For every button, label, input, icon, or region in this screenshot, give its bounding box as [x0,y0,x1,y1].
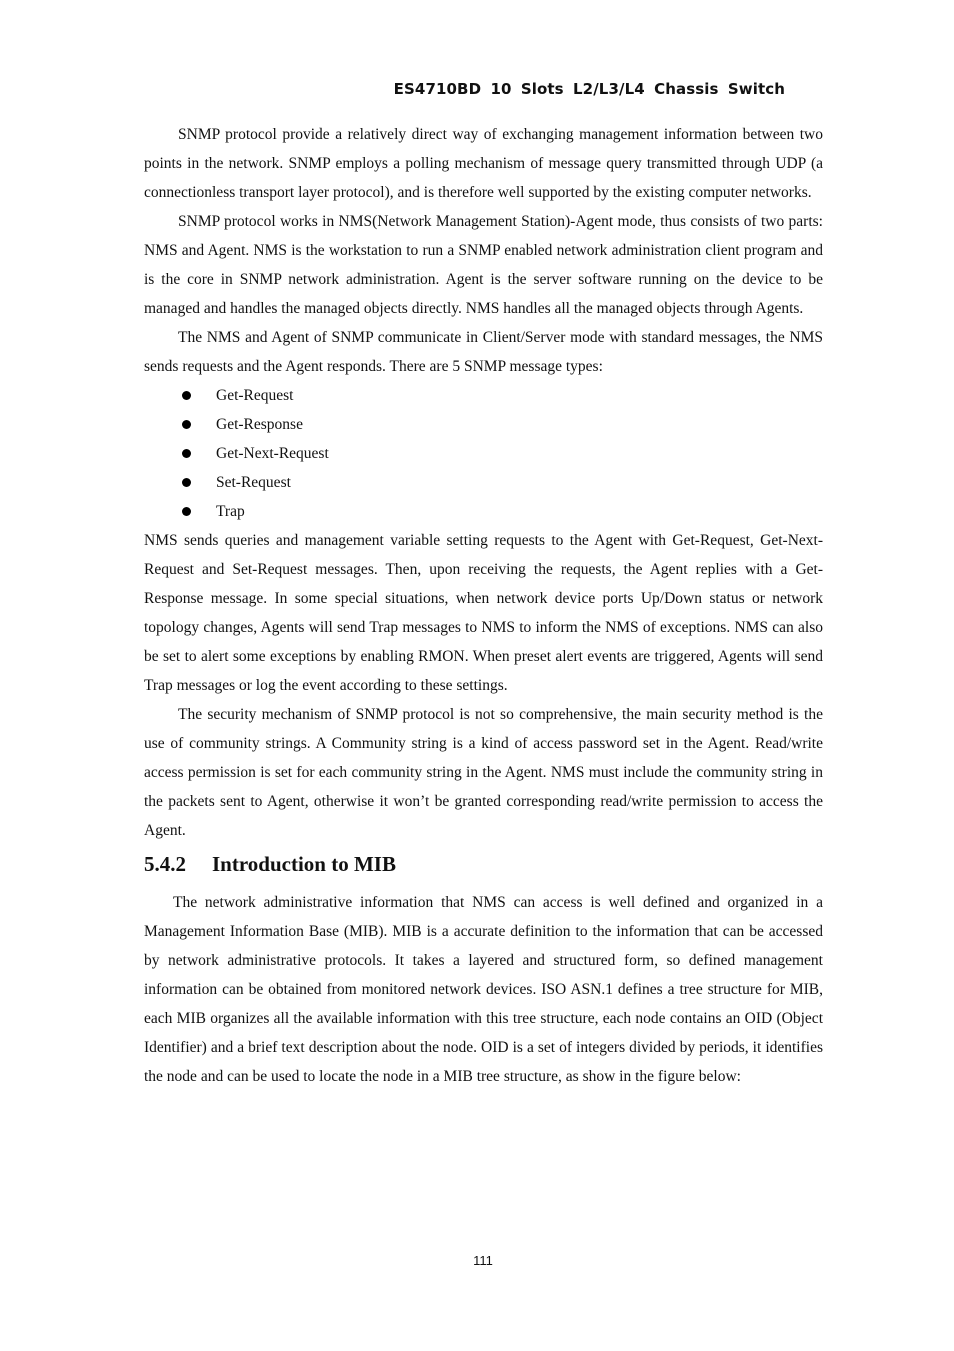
bullet-icon [182,507,191,516]
message-types-list [144,381,823,526]
section-title: Introduction to MIB [212,852,396,876]
section-heading [144,847,823,881]
bullet-icon [182,420,191,429]
bullet-icon [182,478,191,487]
section-number: 5.4.2 [144,852,186,876]
bullet-icon [182,449,191,458]
paragraph-mib-intro: The network administrative information that NMS can access is well defined and organized in a Management Information Base (MIB). MIB is a accurate definition to the information that can be accessed by network administrative protocols. It takes a layered and structured form, so defined management information can be obtained from monitored network devices. ISO ASN.1 defines a tree structure for MIB, each MIB organizes all the available information with this tree structure, each node contains an OID (Object Identifier) and a brief text description about the node. OID is a set of integers divided by periods, it identifies the node and can be used to locate the node in a MIB tree structure, as show in the figure below: [144,894,823,1085]
list-item: Trap [144,497,823,526]
list-item: Get-Response [144,410,823,439]
paragraph-security: The security mechanism of SNMP protocol is not so comprehensive, the main security method is the use of community strings. A Community string is a kind of access password set in the Agent. Read/write access permission is set for each community string in the Agent. NMS must include the community string in the packets sent to Agent, otherwise it won’t be granted corresponding read/write permission to access the Agent. [144,706,823,839]
page-number: 111 [473,1253,493,1268]
paragraph-nms-agent-mode: SNMP protocol works in NMS(Network Management Station)-Agent mode, thus consists of two parts: NMS and Agent. NMS is the workstation to run a SNMP enabled network administration client program and is the core in SNMP network administration. Agent is the server software running on the device to be managed and handles the managed objects directly. NMS handles all the managed objects through Agents. [144,213,823,317]
list-item: Get-Request [144,381,823,410]
list-item: Get-Next-Request [144,439,823,468]
running-header: ES4710BD 10 Slots L2/L3/L4 Chassis Switch [393,80,785,98]
paragraph-message-types-intro: The NMS and Agent of SNMP communicate in Client/Server mode with standard messages, the NMS sends requests and the Agent responds. There are 5 SNMP message types: [144,329,823,375]
paragraph-nms-queries: NMS sends queries and management variable setting requests to the Agent with Get-Request, Get-Next-Request and Set-Request messages. Then, upon receiving the requests, the Agent replies with a Get-Response message. In some special situations, when network device ports Up/Down status or network topology changes, Agents will send Trap messages to NMS to inform the NMS of exceptions. NMS can also be set to alert some exceptions by enabling RMON. When preset alert events are triggered, Agents will send Trap messages or log the event according to these settings. [144,532,823,694]
list-item: Set-Request [144,468,823,497]
page-content [144,120,823,1091]
paragraph-snmp-intro: SNMP protocol provide a relatively direct way of exchanging management information between two points in the network. SNMP employs a polling mechanism of message query transmitted through UDP (a connectionless transport layer protocol), and is therefore well supported by the existing computer networks. [144,126,823,201]
bullet-icon [182,391,191,400]
